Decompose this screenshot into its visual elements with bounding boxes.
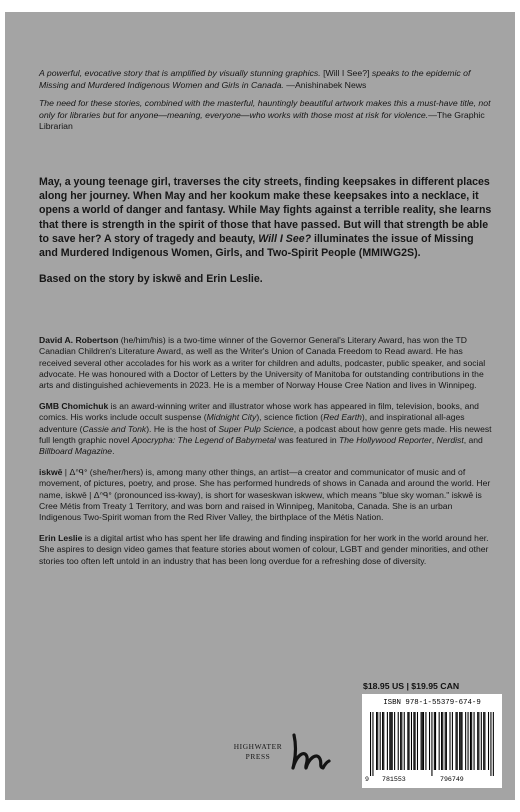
barcode-bar <box>477 712 478 770</box>
based-on-line: Based on the story by iskwē and Erin Leslie. <box>39 273 263 286</box>
publisher-logo <box>229 732 333 772</box>
barcode-bar <box>389 712 390 770</box>
barcode-bar <box>435 712 436 770</box>
barcode-bar <box>404 712 405 770</box>
barcode-bar <box>470 712 471 770</box>
barcode-bar <box>409 712 410 770</box>
review-quote-2: The need for these stories, combined with the masterful, hauntingly beautiful artwork makes this a must-have title, not only for libraries but for anyone—meaning, everyone—who works with those most at risk for violence.—The Graphic Librarian <box>39 98 491 132</box>
publisher-name: HIGHWATER PRESS <box>233 742 283 761</box>
barcode-bar <box>370 712 371 776</box>
barcode-bar <box>425 712 426 770</box>
barcode-bar <box>407 712 408 770</box>
barcode-bar <box>387 712 388 770</box>
book-blurb <box>39 175 495 286</box>
barcode-bar <box>394 712 395 770</box>
barcode-bar <box>390 712 391 770</box>
quote-source: —The Graphic Librarian <box>39 109 485 132</box>
barcode-bar <box>446 712 447 770</box>
barcode-bar <box>411 712 412 770</box>
barcode-bar <box>372 712 373 776</box>
bio-name: David A. Robertson <box>39 335 119 345</box>
barcode-bar <box>434 712 435 770</box>
blurb-paragraph: May, a young teenage girl, traverses the city streets, finding keepsakes in different places along her journey. When May and her kookum make these keepsakes into a necklace, it opens a world of danger and fantasy. While May fights against a terrible reality, she learns that there is strength in the spirit of those that have passed. But will that strength be able to save her? A story of tragedy and beauty, Will I See? illuminates the issue of Missing and Murdered Indigenous Women, Girls, and Two-Spirit People (MMIWG2S). <box>39 176 492 260</box>
bio-name: Erin Leslie <box>39 532 83 543</box>
barcode-bar <box>439 712 440 770</box>
barcode-bar <box>478 712 479 770</box>
barcode-bar <box>462 712 463 770</box>
barcode-bar <box>423 712 424 770</box>
barcode-bar <box>459 712 460 770</box>
barcode-bar <box>455 712 456 770</box>
barcode-bar <box>413 712 414 770</box>
barcode-graphic <box>370 712 494 776</box>
barcode-bar <box>490 712 491 776</box>
barcode-bar <box>431 712 432 776</box>
quoted-title: [Will I See?] <box>323 68 370 78</box>
barcode-bar <box>400 712 401 770</box>
barcode-bar <box>483 712 484 770</box>
book-title: Will I See? <box>258 232 312 245</box>
barcode-bar <box>471 712 472 770</box>
barcode-bar <box>401 712 402 770</box>
barcode-bar <box>481 712 482 770</box>
barcode-bar <box>417 712 418 770</box>
barcode-bar <box>468 712 469 770</box>
back-cover <box>5 12 515 800</box>
highwater-wave-icon <box>289 732 331 772</box>
bio-name: iskwē <box>39 466 63 477</box>
barcode-bar <box>484 712 485 770</box>
price-label: $18.95 US | $19.95 CAN <box>363 681 460 691</box>
bio-iskwe: iskwē | ᐃᐢᑫᐤ (she/her/hers) is, among many other things, an artist—a creator and communicator of music and of movement, of pictures, poetry, and prose. She has performed hundreds of shows in Canada and around the world. Her name, iskwē | ᐃᐢᑫᐤ (pronounced iss-kway), is short for waseskwan iskwew, which means "blue sky woman." iskwē is Cree Métis from Treaty 1 Territory, and was born and raised in Winnipeg, Manitoba, Canada. She is an urban Indigenous Two-Spirit woman from the Red River Valley, the birthplace of the Métis Nation. <box>39 466 491 523</box>
barcode-bar <box>382 712 383 770</box>
barcode-bar <box>422 712 423 770</box>
syllabics-name: ᐃᐢᑫᐤ <box>69 466 88 477</box>
barcode-bar <box>376 712 377 770</box>
bio-robertson: David A. Robertson (he/him/his) is a two-time winner of the Governor General's Literary Award, has won the TD Canadian Children's Literature Award, as well as the Writer's Union of Canada Freedom to Read award. He has received several other accolades for his work as a writer for children and adults, podcaster, public speaker, and social advocate. He was honoured with a Doctor of Letters by the University of Manitoba for outstanding contributions in the arts and distinguished achievements in 2023. He is a member of Norway House Cree Nation and lives in Winnipeg. <box>39 335 486 391</box>
barcode-bar <box>460 712 461 770</box>
contributor-bios <box>39 335 495 576</box>
barcode-bar <box>488 712 489 770</box>
review-quote-1: A powerful, evocative story that is amplified by visually stunning graphics. [Will I See?] speaks to the epidemic of Missing and Murdered Indigenous Women and Girls in Canada. —Anishinabek News <box>39 68 471 90</box>
barcode-bar <box>457 712 458 770</box>
barcode-bar <box>421 712 422 770</box>
bio-leslie: Erin Leslie is a digital artist who has spent her life drawing and finding inspiration for her work in the world around her. She aspires to design video games that feature stories about women of colour, LGBT and gender minorities, and other stories too often left untold in an industry that has been long overdue for a refreshing dose of diversity. <box>39 532 489 566</box>
quote-source: —Anishinabek News <box>286 79 367 90</box>
barcode-bar <box>398 712 399 770</box>
barcode-bar <box>449 712 450 770</box>
barcode-bar <box>445 712 446 770</box>
barcode-bar <box>442 712 443 770</box>
barcode-bar <box>474 712 475 770</box>
barcode-bar <box>415 712 416 770</box>
bio-chomichuk: GMB Chomichuk is an award-winning writer and illustrator whose work has appeared in film, television, books, and comics. His works include occult suspense (Midnight City), science fiction (Red Earth), and inspirational all-ages adventure (Cassie and Tonk). He is the host of Super Pulp Science, a podcast about how genre gets made. His newest full length graphic novel Apocrypha: The Legend of Babymetal was featured in The Hollywood Reporter, Nerdist, and Billboard Magazine. <box>39 400 492 457</box>
bio-name: GMB Chomichuk <box>39 400 109 411</box>
barcode-bar <box>429 712 430 770</box>
barcode-bar <box>380 712 381 770</box>
barcode-bar <box>465 712 466 770</box>
review-quotes <box>39 68 491 140</box>
barcode-bar <box>392 712 393 770</box>
barcode-bar <box>383 712 384 770</box>
isbn-text: ISBN 978-1-55379-674-9 <box>383 699 481 707</box>
barcode-bar <box>441 712 442 770</box>
barcode-bar <box>452 712 453 770</box>
barcode-bar <box>377 712 378 770</box>
barcode-bar <box>493 712 494 776</box>
isbn-barcode: ISBN 978-1-55379-674-9 9 781553 796749 <box>362 694 502 788</box>
